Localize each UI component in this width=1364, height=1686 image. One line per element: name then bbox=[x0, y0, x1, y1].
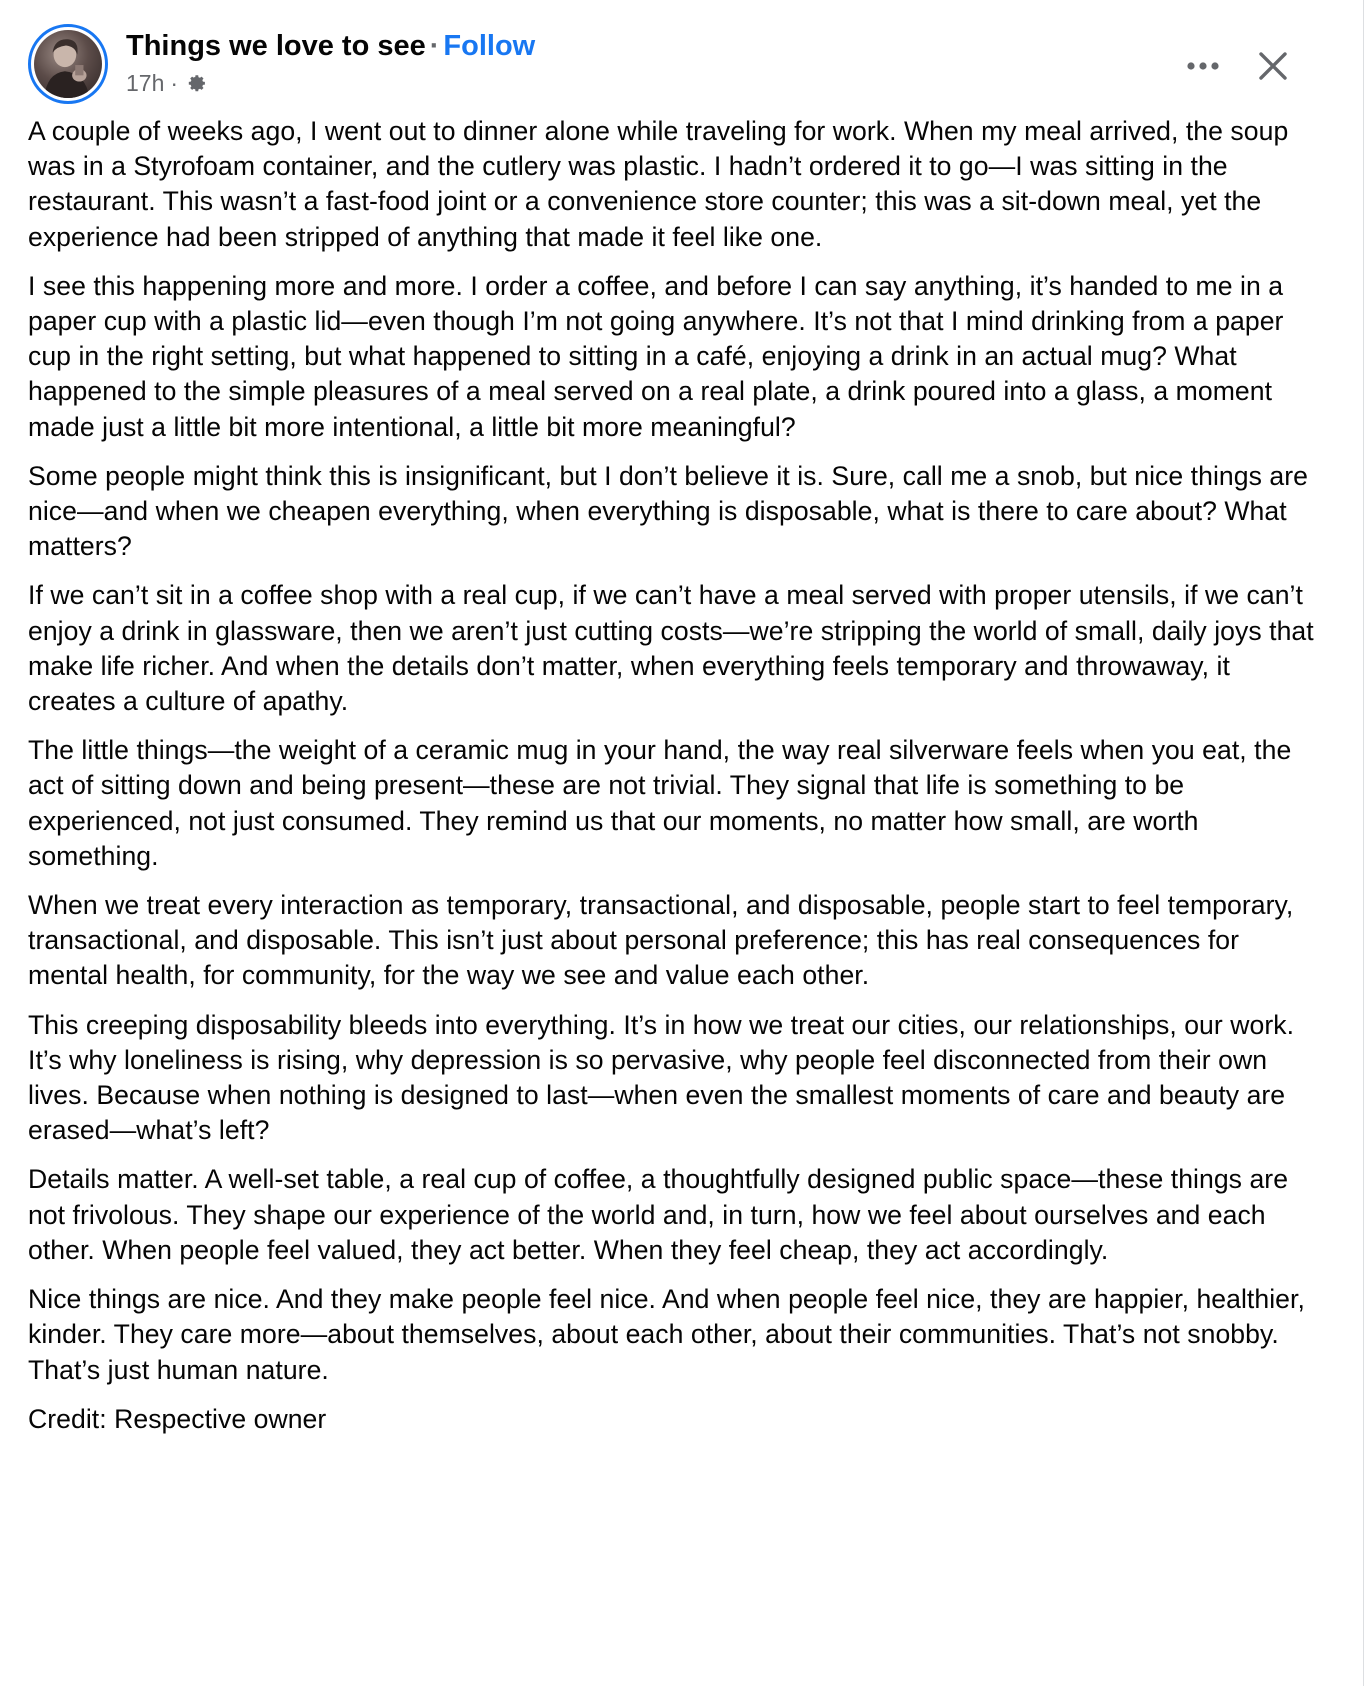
post-body bbox=[28, 114, 1318, 1451]
post-paragraph: Some people might think this is insignificant, but I don’t believe it is. Sure, call me a snob, but nice things are nice—and when we cheapen everything, when everything is disposable, what is there to care about? What matters? bbox=[28, 460, 1308, 562]
more-options-button[interactable] bbox=[1175, 38, 1231, 94]
meta-separator: · bbox=[170, 70, 179, 96]
post-paragraph: A couple of weeks ago, I went out to dinner alone while traveling for work. When my meal arrived, the soup was in a Styrofoam container, and the cutlery was plastic. I hadn’t ordered it to go—I was sitting in the restaurant. This wasn’t a fast-food joint or a convenience store counter; this was a sit-down meal, yet the experience had been stripped of anything that made it feel like one. bbox=[28, 116, 1289, 252]
more-horizontal-icon bbox=[1186, 61, 1220, 71]
post-paragraph: Details matter. A well-set table, a real cup of coffee, a thoughtfully designed public space—these things are not frivolous. They shape our experience of the world and, in turn, how we feel about ourselves and each other. When people feel valued, they act better. When they feel cheap, they act accordingly. bbox=[28, 1164, 1289, 1265]
post-paragraph: This creeping disposability bleeds into everything. It’s in how we treat our cities, our relationships, our work. It’s why loneliness is rising, why depression is so pervasive, why people feel disconnected from their own lives. Because when nothing is designed to last—when even the smallest moments of care and beauty are erased—what’s left? bbox=[28, 1009, 1295, 1146]
post-paragraph: If we can’t sit in a coffee shop with a real cup, if we can’t have a meal served with proper utensils, if we can’t enjoy a drink in glassware, then we aren’t just cutting costs—we’re stripping the world of small, daily joys that make life richer. And when the details don’t matter, when everything feels temporary and throwaway, it creates a culture of apathy. bbox=[28, 580, 1314, 717]
post-meta bbox=[126, 68, 208, 98]
close-icon bbox=[1258, 51, 1288, 81]
page-name-link[interactable]: Things we love to see bbox=[126, 30, 426, 62]
follow-button[interactable]: Follow bbox=[443, 30, 536, 62]
close-button[interactable] bbox=[1245, 38, 1301, 94]
post-paragraph: The little things—the weight of a ceramic mug in your hand, the way real silverware feels when you eat, the act of sitting down and being present—these are not trivial. They signal that life is something to be experienced, not just consumed. They remind us that our moments, no matter how small, are worth something. bbox=[28, 735, 1292, 871]
post-credit: Credit: Respective owner bbox=[28, 1403, 327, 1434]
post-paragraph: I see this happening more and more. I order a coffee, and before I can say anything, it’s handed to me in a paper cup with a plastic lid—even though I’m not going anywhere. It’s not that I mind drinking from a paper cup in the right setting, but what happened to sitting in a café, enjoying a drink in an actual mug? What happened to the simple pleasures of a meal served on a real plate, a drink poured into a glass, a moment made just a little bit more intentional, a little bit more meaningful? bbox=[28, 270, 1284, 442]
title-separator: · bbox=[429, 30, 440, 62]
post-paragraph: Nice things are nice. And they make people feel nice. And when people feel nice, they are happier, healthier, kinder. They care more—about themselves, about each other, about their communities. That’s not snobby. That’s just human nature. bbox=[28, 1284, 1305, 1385]
avatar-image bbox=[34, 30, 102, 98]
page-avatar[interactable] bbox=[28, 24, 108, 104]
post-timestamp[interactable]: 17h bbox=[126, 70, 165, 96]
post-title-line bbox=[126, 28, 535, 64]
post-header bbox=[28, 24, 1323, 104]
avatar-figure-icon bbox=[34, 30, 102, 98]
post-paragraph: When we treat every interaction as temporary, transactional, and disposable, people start to feel temporary, transactional, and disposable. This isn’t just about personal preference; this has real consequences for mental health, for community, for the way we see and value each other. bbox=[28, 890, 1294, 991]
gear-icon[interactable] bbox=[184, 71, 208, 95]
